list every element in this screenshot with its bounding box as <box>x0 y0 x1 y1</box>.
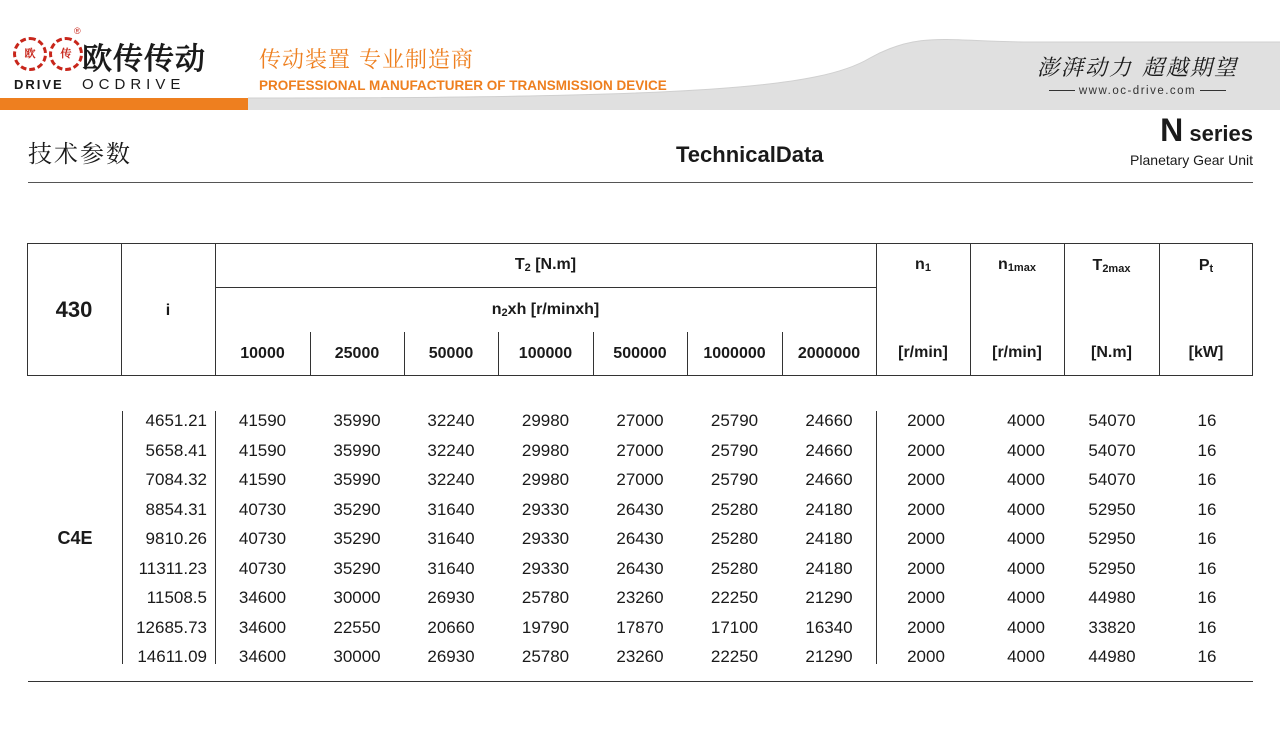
t2-symbol: T <box>514 256 525 273</box>
series-word: series <box>1189 121 1253 146</box>
table-cell: 16 <box>1197 470 1217 489</box>
table-cell: 16 <box>1197 440 1217 460</box>
t2-unit: [N.m] <box>530 256 577 273</box>
table-cell: 30000 <box>333 588 381 607</box>
table-cell: 8854.31 <box>145 499 207 519</box>
speed-header: 100000 <box>518 345 573 362</box>
table-cell: 2000 <box>907 411 945 430</box>
table-cell: 54070 <box>1088 470 1136 489</box>
table-cell: 29330 <box>521 558 570 578</box>
table-cell: 32240 <box>427 470 475 489</box>
table-cell: 16 <box>1197 529 1217 548</box>
table-cell: 29330 <box>521 499 570 519</box>
table-cell: 9810.26 <box>145 529 207 548</box>
table-cell: 40730 <box>238 558 287 578</box>
table-bottom-rule <box>28 681 1253 682</box>
table-cell: 27000 <box>616 470 664 489</box>
table-cell: 32240 <box>427 440 475 460</box>
table-cell: 4000 <box>1007 529 1045 548</box>
table-cell: 16 <box>1197 647 1217 666</box>
table-cell: 31640 <box>427 499 475 519</box>
table-cell: 35990 <box>333 411 381 430</box>
website-text: www.oc-drive.com <box>1078 85 1197 97</box>
table-cell: 20660 <box>427 617 475 637</box>
table-cell: 41590 <box>238 440 287 460</box>
slogan-en: PROFESSIONAL MANUFACTURER OF TRANSMISSION DEVICE <box>259 78 667 93</box>
n2-subscript: 2 <box>501 307 508 319</box>
table-cell: 23260 <box>616 588 664 607</box>
ratio-header: i <box>165 302 171 319</box>
table-cell: 2000 <box>907 470 945 489</box>
table-cell: 25790 <box>710 470 759 489</box>
company-logo[interactable] <box>10 26 240 94</box>
speed-header: 2000000 <box>797 345 861 362</box>
gear-logo-icon <box>46 34 84 72</box>
table-cell: 31640 <box>427 529 475 548</box>
t2max-symbol: T <box>1092 257 1103 274</box>
table-cell: 2000 <box>907 558 945 578</box>
speed-header: 1000000 <box>703 345 766 362</box>
table-cell: 25780 <box>521 588 570 607</box>
table-cell: 16 <box>1197 411 1217 430</box>
t2-header <box>215 255 876 276</box>
table-cell: 25280 <box>710 558 759 578</box>
table-cell: 25790 <box>710 411 759 430</box>
table-cell: 16 <box>1197 588 1217 607</box>
table-cell: 35290 <box>333 529 381 548</box>
table-cell: 5658.41 <box>145 440 207 460</box>
table-cell: 52950 <box>1088 558 1136 578</box>
table-cell: 12685.73 <box>136 617 207 637</box>
table-cell: 30000 <box>333 647 381 666</box>
t2max-header <box>1064 256 1159 277</box>
table-cell: 52950 <box>1088 499 1136 519</box>
speed-header: 50000 <box>428 345 474 362</box>
table-cell: 24660 <box>805 411 853 430</box>
table-cell: 34600 <box>238 588 287 607</box>
n2-header <box>215 300 876 321</box>
table-cell: 25790 <box>710 440 759 460</box>
n1-header <box>876 255 970 276</box>
series-letter: N <box>1160 112 1184 148</box>
brand-name-en: OCDRIVE <box>82 76 186 93</box>
table-cell: 16 <box>1197 558 1217 578</box>
n2-symbol: n <box>491 301 502 318</box>
section-title-en: TechnicalData <box>676 142 824 167</box>
table-cell: 16 <box>1197 499 1217 519</box>
table-cell: 2000 <box>907 647 945 666</box>
table-cell: 26430 <box>616 558 664 578</box>
registered-mark: ® <box>74 26 81 36</box>
table-cell: 41590 <box>238 411 287 430</box>
table-cell: 25780 <box>521 647 570 666</box>
spec-table-header <box>27 243 1253 376</box>
table-cell: 29980 <box>521 440 570 460</box>
table-cell: 35990 <box>333 440 381 460</box>
table-cell: 27000 <box>616 411 664 430</box>
n1max-header <box>970 255 1064 276</box>
table-cell: 31640 <box>427 558 475 578</box>
table-cell: 40730 <box>238 499 287 519</box>
table-cell: 7084.32 <box>145 470 207 489</box>
table-cell: 17100 <box>710 617 759 637</box>
table-cell: 44980 <box>1088 588 1136 607</box>
slogan-cn: 传动装置 专业制造商 <box>259 48 474 73</box>
table-cell: 4000 <box>1007 647 1045 666</box>
table-cell: 4000 <box>1007 617 1045 637</box>
table-cell: 29330 <box>521 529 570 548</box>
header <box>0 0 1280 110</box>
n1max-unit: [r/min] <box>992 344 1042 361</box>
table-cell: 54070 <box>1088 411 1136 430</box>
pt-unit: [kW] <box>1188 344 1224 361</box>
t2max-unit: [N.m] <box>1091 344 1132 361</box>
table-cell: 23260 <box>616 647 664 666</box>
table-cell: 25280 <box>710 499 759 519</box>
table-cell: 26430 <box>616 499 664 519</box>
table-border <box>27 375 1253 376</box>
series-subtitle: Planetary Gear Unit <box>1130 152 1253 168</box>
table-cell: 21290 <box>805 647 853 666</box>
table-cell: 24660 <box>805 470 853 489</box>
table-cell: 26430 <box>616 529 664 548</box>
pt-subscript: t <box>1209 263 1214 275</box>
title-divider <box>28 182 1253 183</box>
series-title <box>1160 112 1253 148</box>
n1max-symbol: n <box>998 256 1008 273</box>
table-cell: 4000 <box>1007 499 1045 519</box>
table-cell: 24660 <box>805 440 853 460</box>
size-label: 430 <box>55 297 93 322</box>
pt-header <box>1159 256 1253 277</box>
table-cell: 4000 <box>1007 440 1045 460</box>
n2-unit: xh [r/minxh] <box>507 301 600 318</box>
table-cell: 29980 <box>521 470 570 489</box>
table-cell: 21290 <box>805 588 853 607</box>
table-cell: 27000 <box>616 440 664 460</box>
table-cell: 19790 <box>521 617 570 637</box>
row-divider <box>215 287 876 288</box>
table-cell: 34600 <box>238 617 287 637</box>
table-cell: 2000 <box>907 588 945 607</box>
t2-subscript: 2 <box>524 262 531 274</box>
logo-gear-right-text: 传 <box>60 47 72 60</box>
table-cell: 52950 <box>1088 529 1136 548</box>
table-cell: 2000 <box>907 440 945 460</box>
table-cell: 24180 <box>805 529 853 548</box>
table-cell: 44980 <box>1088 647 1136 666</box>
table-cell: 11311.23 <box>138 558 207 578</box>
website-link[interactable] <box>1030 84 1245 98</box>
table-cell: 4000 <box>1007 411 1045 430</box>
table-cell: 32240 <box>427 411 475 430</box>
logo-gear-left-text: 欧 <box>24 47 36 60</box>
table-cell: 22250 <box>710 647 759 666</box>
table-cell: 14611.09 <box>137 647 207 666</box>
table-cell: 17870 <box>616 617 664 637</box>
table-cell: 2000 <box>907 617 945 637</box>
table-cell: 24180 <box>805 558 853 578</box>
table-cell: 35290 <box>333 499 381 519</box>
n1-subscript: 1 <box>924 262 931 274</box>
table-cell: 40730 <box>238 529 287 548</box>
brand-drive-text: DRIVE <box>14 77 64 92</box>
table-cell: 34600 <box>238 647 287 666</box>
n1max-subscript: 1max <box>1007 262 1036 274</box>
speed-header: 500000 <box>613 345 667 362</box>
table-cell: 11508.5 <box>146 588 207 607</box>
table-cell: 4000 <box>1007 558 1045 578</box>
table-cell: 24180 <box>805 499 853 519</box>
pt-symbol: P <box>1198 257 1210 274</box>
t2max-subscript: 2max <box>1102 263 1131 275</box>
table-cell: 35290 <box>333 558 381 578</box>
table-cell: 2000 <box>907 499 945 519</box>
table-cell: 29980 <box>521 411 570 430</box>
speed-header: 25000 <box>334 345 380 362</box>
gear-logo-icon <box>10 34 48 72</box>
table-cell: 16 <box>1197 617 1217 637</box>
table-cell: 26930 <box>427 588 475 607</box>
table-cell: 22250 <box>710 588 759 607</box>
motto-calligraphy: 澎湃动力 超越期望 <box>1037 56 1238 81</box>
table-cell: 26930 <box>427 647 475 666</box>
table-cell: 16340 <box>805 617 853 637</box>
table-cell: 4651.21 <box>145 411 207 430</box>
speed-header: 10000 <box>240 345 285 362</box>
table-cell: 25280 <box>710 529 759 548</box>
n1-symbol: n <box>915 256 925 273</box>
table-cell: 22550 <box>333 617 381 637</box>
table-cell: 33820 <box>1088 617 1136 637</box>
table-cell: 41590 <box>238 470 287 489</box>
n1-unit: [r/min] <box>898 344 948 361</box>
table-cell: 2000 <box>907 529 945 548</box>
brand-name-cn: 欧传传动 <box>82 42 206 77</box>
table-cell: 4000 <box>1007 588 1045 607</box>
table-cell: 4000 <box>1007 470 1045 489</box>
group-label: C4E <box>57 528 93 548</box>
table-border <box>27 243 1253 244</box>
section-title-cn: 技术参数 <box>28 140 132 168</box>
table-cell: 54070 <box>1088 440 1136 460</box>
table-cell: 35990 <box>333 470 381 489</box>
